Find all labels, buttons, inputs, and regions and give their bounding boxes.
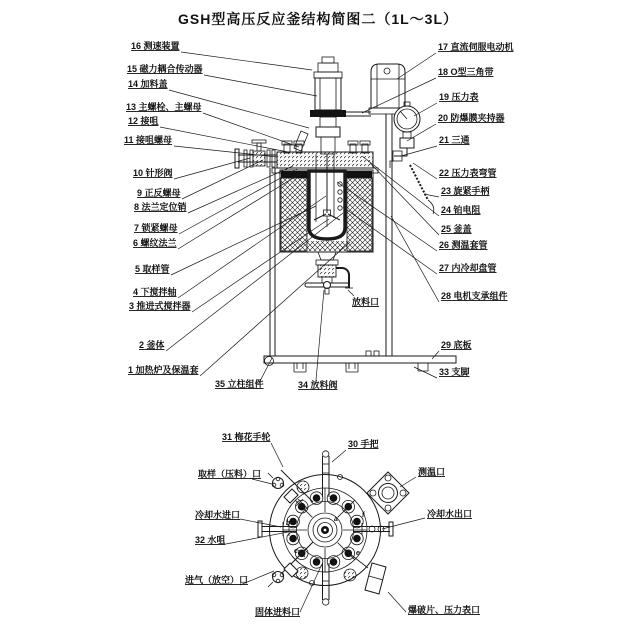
label-11-nozzle-nut: 11 接咀螺母 xyxy=(124,135,173,145)
label-22-gauge-bend-pipe: 22 压力表弯管 xyxy=(439,168,497,178)
support-foot xyxy=(294,363,306,372)
v-belt xyxy=(346,112,371,116)
bottom-discharge-valve xyxy=(305,252,353,294)
label-cooling-water-outlet: 冷却水出口 xyxy=(427,509,473,519)
label-7-lock-nut: 7 锁紧螺母 xyxy=(134,223,178,233)
magnetic-coupling-drive xyxy=(310,57,346,154)
pressure-gauge xyxy=(394,102,420,138)
label-6-threaded-flange: 6 螺纹法兰 xyxy=(133,238,177,248)
label-15-magnetic-coupling: 15 磁力耦合传动器 xyxy=(127,64,203,74)
label-18-v-belt: 18 O型三角带 xyxy=(438,67,494,77)
label-solid-feed-port: 固体进料口 xyxy=(255,607,301,617)
label-27-cooling-coil: 27 内冷却盘管 xyxy=(439,263,497,273)
support-foot xyxy=(346,363,358,372)
label-24-pt-resistance: 24 铂电阻 xyxy=(441,205,481,215)
label-35-column-assembly: 35 立柱组件 xyxy=(215,379,264,389)
upper-right-labels xyxy=(438,41,514,377)
port-letter-e: e xyxy=(356,550,360,557)
dc-servo-motor xyxy=(369,64,407,114)
label-31-plum-handwheel: 31 梅花手轮 xyxy=(222,432,271,442)
label-28-motor-support: 28 电机支承组件 xyxy=(441,291,508,301)
label-5-sampling-tube: 5 取样管 xyxy=(135,264,170,274)
label-21-tee: 21 三通 xyxy=(439,135,470,145)
port-letter-a: a xyxy=(334,516,338,523)
label-14-feed-cover: 14 加料盖 xyxy=(128,79,168,89)
label-30-handle: 30 手把 xyxy=(348,439,379,449)
label-12-nozzle: 12 接咀 xyxy=(128,116,159,126)
label-26-thermowell: 26 测温套管 xyxy=(439,240,488,250)
label-gas-inlet-vent-port: 进气（放空）口 xyxy=(185,575,249,585)
label-20-burst-disc-holder: 20 防爆膜夹持器 xyxy=(438,113,505,123)
label-19-pressure-gauge: 19 压力表 xyxy=(439,92,479,102)
lower-view-labels xyxy=(184,431,480,617)
leader-lines xyxy=(160,52,439,612)
upper-bottom-labels xyxy=(215,296,379,390)
burst-disc-holder xyxy=(400,138,414,148)
label-discharge-port: 放料口 xyxy=(352,297,380,307)
label-34-discharge-valve: 34 放料阀 xyxy=(298,380,338,390)
label-sampling-port: 取样（压料）口 xyxy=(198,469,262,479)
label-9-reverse-nut: 9 正反螺母 xyxy=(137,188,181,198)
main-studs xyxy=(282,141,370,153)
thermometer-port-flange xyxy=(367,472,409,514)
gauge-bend-pipe-and-tee xyxy=(390,148,434,214)
label-33-support-feet: 33 支脚 xyxy=(439,367,470,377)
label-10-needle-valve: 10 针形阀 xyxy=(133,168,173,178)
label-burst-disc-gauge-port: 爆破片、压力表口 xyxy=(408,605,481,615)
label-32-water-nozzle: 32 水咀 xyxy=(195,535,226,545)
label-thermometer-port: 测温口 xyxy=(418,467,446,477)
port-letter-c: c xyxy=(294,548,298,555)
upper-left-labels xyxy=(124,40,203,375)
needle-valve xyxy=(235,140,277,168)
gas-inlet-valve xyxy=(268,542,313,587)
diagram-title: GSH型高压反应釜结构简图二（1L～3L） xyxy=(177,11,459,27)
label-29-base-plate: 29 底板 xyxy=(441,340,472,350)
label-cooling-water-inlet: 冷却水进口 xyxy=(195,510,241,520)
label-25-vessel-lid: 25 釜盖 xyxy=(441,224,472,234)
label-13-main-bolt-nut: 13 主螺栓、主螺母 xyxy=(126,102,202,112)
handle-bottom xyxy=(323,563,330,605)
front-section-view xyxy=(235,57,456,372)
label-2-vessel-body: 2 釜体 xyxy=(139,340,165,350)
label-1-heating-furnace: 1 加热炉及保温套 xyxy=(128,365,199,375)
discharge-pipe xyxy=(336,268,349,288)
port-letter-b: b xyxy=(286,520,291,527)
label-17-dc-servo-motor: 17 直流伺服电动机 xyxy=(438,42,514,52)
label-8-flange-pin: 8 法兰定位销 xyxy=(134,202,187,212)
label-3-propeller-stirrer: 3 推进式搅拌器 xyxy=(129,301,191,311)
label-16-speed-device: 16 测速装置 xyxy=(131,41,180,51)
label-4-stirrer-shaft: 4 下搅拌轴 xyxy=(133,287,177,297)
port-letter-f: f xyxy=(362,512,365,519)
label-23-tighten-handle: 23 旋紧手柄 xyxy=(441,186,490,196)
handle-top xyxy=(323,451,330,497)
